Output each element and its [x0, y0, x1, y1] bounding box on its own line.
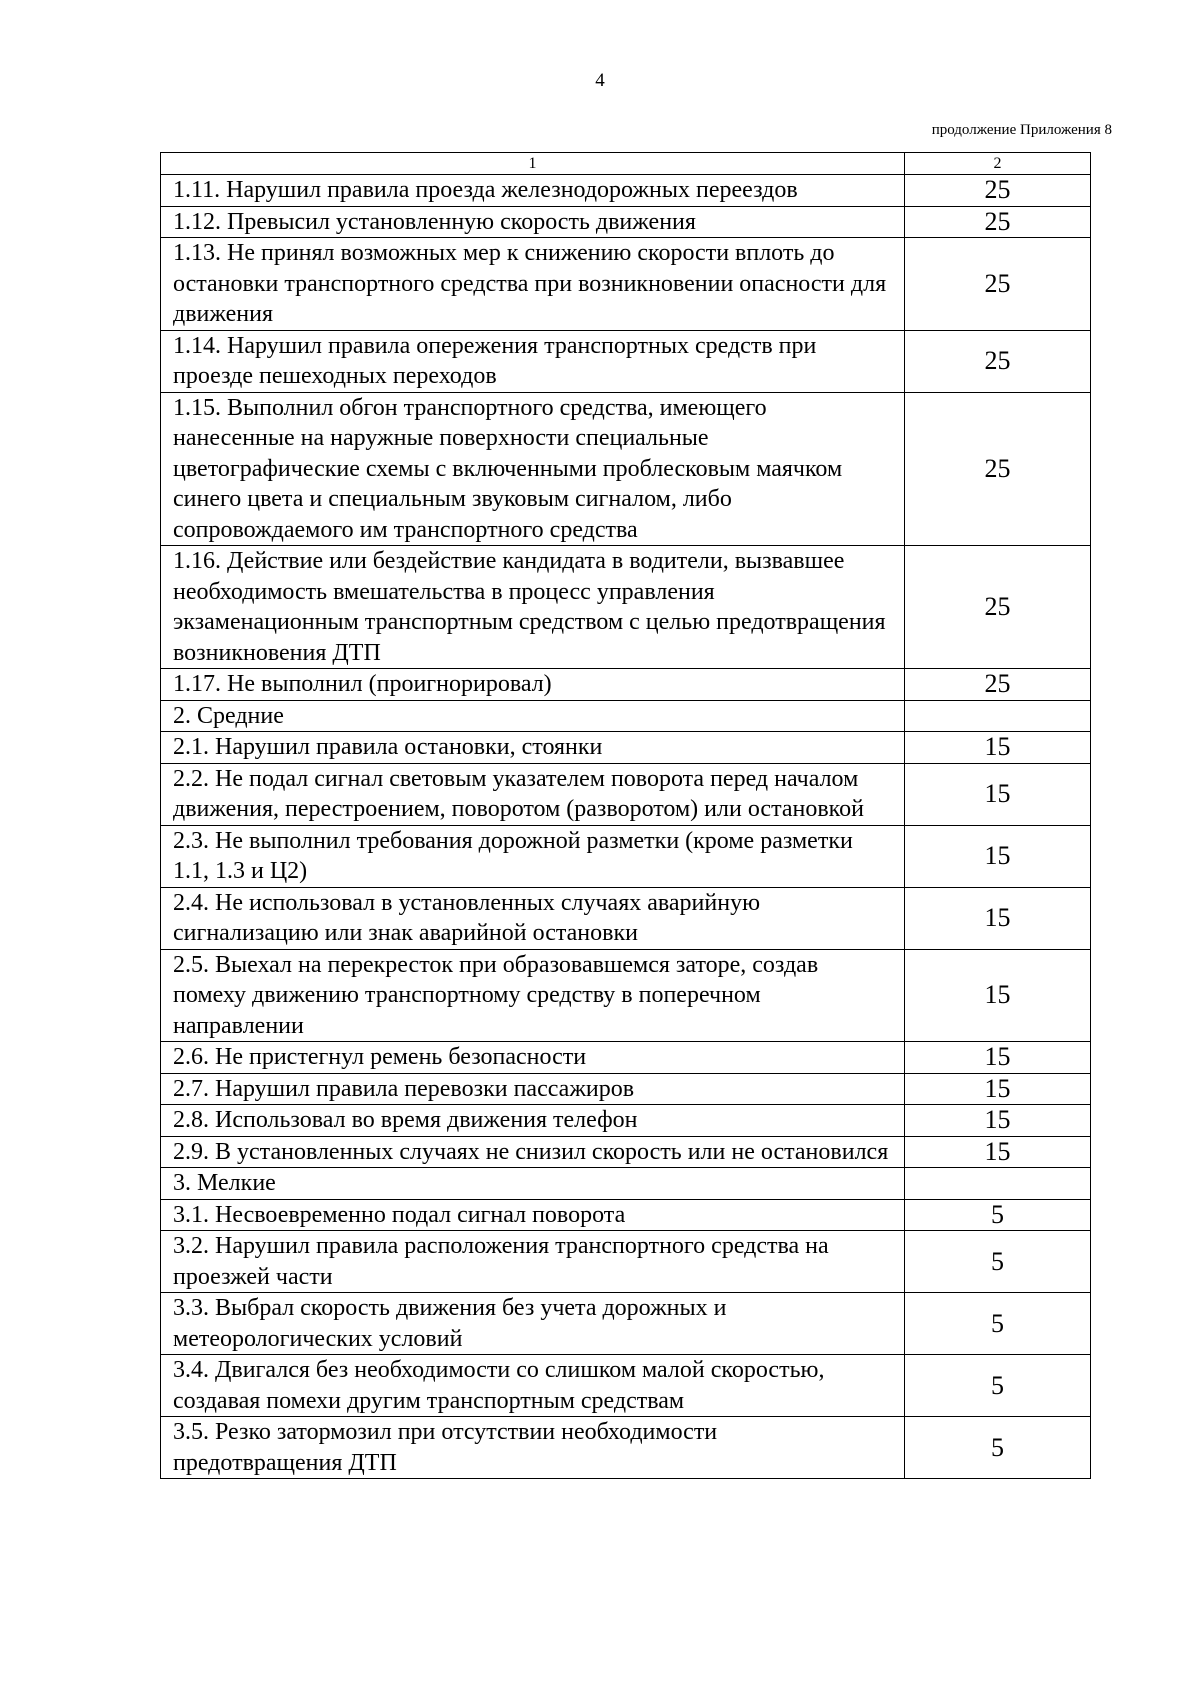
- row-description: 2.8. Использовал во время движения телефон: [161, 1105, 905, 1137]
- row-description: 1.14. Нарушил правила опережения транспортных средств при проезде пешеходных переходов: [161, 330, 905, 392]
- row-points: 5: [905, 1293, 1091, 1355]
- row-description: 1.12. Превысил установленную скорость движения: [161, 206, 905, 238]
- row-description: 3. Мелкие: [161, 1168, 905, 1200]
- violations-table: [160, 152, 1091, 1479]
- row-points: 5: [905, 1355, 1091, 1417]
- row-points: 15: [905, 825, 1091, 887]
- row-description: 1.17. Не выполнил (проигнорировал): [161, 669, 905, 701]
- table-row: [161, 1168, 1091, 1200]
- row-points: 15: [905, 887, 1091, 949]
- row-description: 2. Средние: [161, 700, 905, 732]
- table-row: [161, 949, 1091, 1042]
- row-points: 25: [905, 546, 1091, 669]
- table-row: [161, 392, 1091, 546]
- row-description: 3.3. Выбрал скорость движения без учета дорожных и метеорологических условий: [161, 1293, 905, 1355]
- row-description: 3.1. Несвоевременно подал сигнал поворота: [161, 1199, 905, 1231]
- table-row: [161, 1073, 1091, 1105]
- row-points: 5: [905, 1199, 1091, 1231]
- row-points: 15: [905, 1136, 1091, 1168]
- row-points: [905, 700, 1091, 732]
- row-points: 25: [905, 175, 1091, 207]
- row-points: 25: [905, 330, 1091, 392]
- table-row: [161, 1042, 1091, 1074]
- row-description: 2.3. Не выполнил требования дорожной разметки (кроме разметки 1.1, 1.3 и Ц2): [161, 825, 905, 887]
- table-row: [161, 1355, 1091, 1417]
- table-row: [161, 330, 1091, 392]
- row-description: 2.4. Не использовал в установленных случаях аварийную сигнализацию или знак аварийной остановки: [161, 887, 905, 949]
- table-row: [161, 825, 1091, 887]
- row-points: 15: [905, 763, 1091, 825]
- table-row: [161, 1136, 1091, 1168]
- row-description: 1.13. Не принял возможных мер к снижению скорости вплоть до остановки транспортного средства при возникновении опасности для движения: [161, 238, 905, 331]
- table-row: [161, 1105, 1091, 1137]
- row-points: 15: [905, 1042, 1091, 1074]
- table-row: [161, 546, 1091, 669]
- row-description: 2.5. Выехал на перекресток при образовавшемся заторе, создав помеху движению транспортному средству в поперечном направлении: [161, 949, 905, 1042]
- table-row: [161, 1231, 1091, 1293]
- row-description: 3.2. Нарушил правила расположения транспортного средства на проезжей части: [161, 1231, 905, 1293]
- table-header-row: [161, 153, 1091, 175]
- row-points: 25: [905, 669, 1091, 701]
- table-row: [161, 1199, 1091, 1231]
- table-row: [161, 732, 1091, 764]
- table-row: [161, 1417, 1091, 1479]
- row-points: 5: [905, 1417, 1091, 1479]
- row-points: 25: [905, 238, 1091, 331]
- row-description: 2.7. Нарушил правила перевозки пассажиров: [161, 1073, 905, 1105]
- row-points: 15: [905, 1105, 1091, 1137]
- row-description: 1.15. Выполнил обгон транспортного средства, имеющего нанесенные на наружные поверхности специальные цветографические схемы с включенными проблесковым маячком синего цвета и специальным звуковым сигналом, либо сопровождаемого им транспортного средства: [161, 392, 905, 546]
- row-description: 2.2. Не подал сигнал световым указателем поворота перед началом движения, перестроением, поворотом (разворотом) или остановкой: [161, 763, 905, 825]
- row-description: 3.5. Резко затормозил при отсутствии необходимости предотвращения ДТП: [161, 1417, 905, 1479]
- row-description: 1.11. Нарушил правила проезда железнодорожных переездов: [161, 175, 905, 207]
- row-points: 25: [905, 206, 1091, 238]
- row-description: 1.16. Действие или бездействие кандидата в водители, вызвавшее необходимость вмешательства в процесс управления экзаменационным транспортным средством с целью предотвращения возникновения ДТП: [161, 546, 905, 669]
- table-row: [161, 700, 1091, 732]
- continuation-note: продолжение Приложения 8: [931, 122, 1112, 138]
- row-points: 25: [905, 392, 1091, 546]
- table-row: [161, 175, 1091, 207]
- page-number: 4: [595, 70, 605, 91]
- table-row: [161, 206, 1091, 238]
- row-points: 15: [905, 1073, 1091, 1105]
- table-row: [161, 887, 1091, 949]
- table-row: [161, 669, 1091, 701]
- row-description: 2.1. Нарушил правила остановки, стоянки: [161, 732, 905, 764]
- row-points: 15: [905, 949, 1091, 1042]
- row-description: 3.4. Двигался без необходимости со слишком малой скоростью, создавая помехи другим транспортным средствам: [161, 1355, 905, 1417]
- row-description: 2.6. Не пристегнул ремень безопасности: [161, 1042, 905, 1074]
- column-header-description: 1: [161, 153, 905, 175]
- table-row: [161, 1293, 1091, 1355]
- row-points: [905, 1168, 1091, 1200]
- row-description: 2.9. В установленных случаях не снизил скорость или не остановился: [161, 1136, 905, 1168]
- table-row: [161, 238, 1091, 331]
- table-row: [161, 763, 1091, 825]
- row-points: 15: [905, 732, 1091, 764]
- column-header-points: 2: [905, 153, 1091, 175]
- row-points: 5: [905, 1231, 1091, 1293]
